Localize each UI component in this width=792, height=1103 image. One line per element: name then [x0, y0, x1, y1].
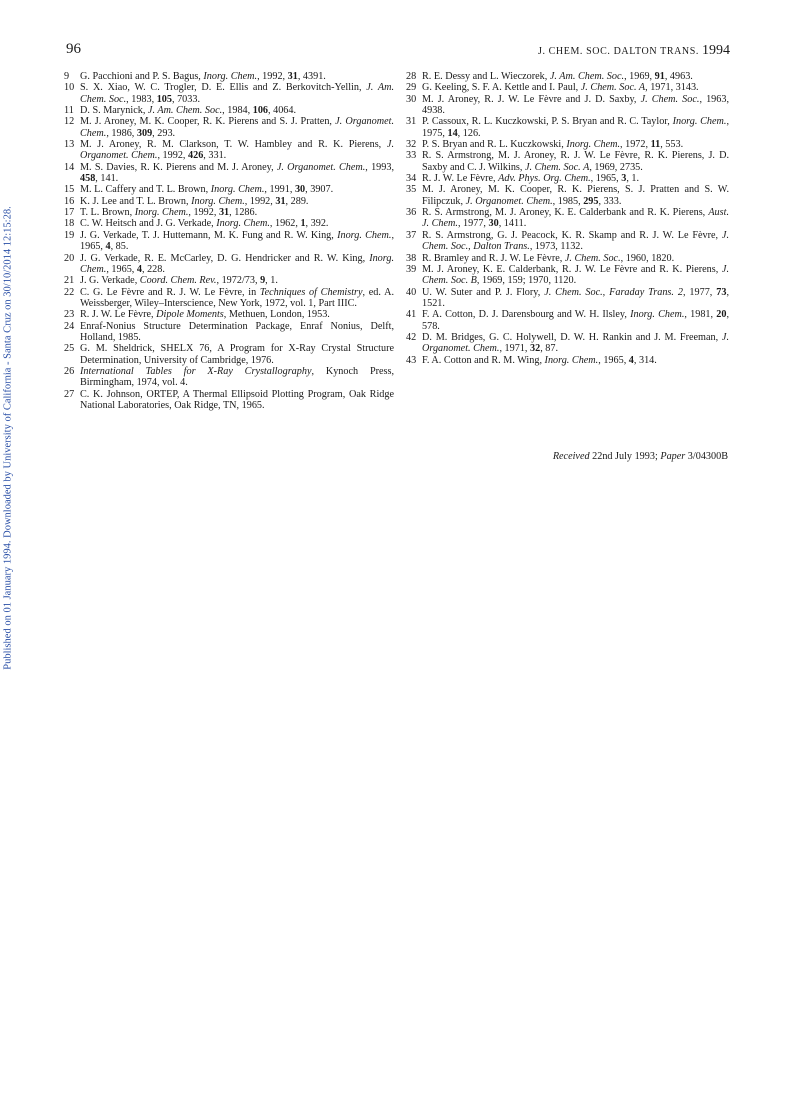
- reference-item: [64, 105, 394, 116]
- reference-item: [406, 309, 729, 332]
- reference-number: 38: [406, 252, 417, 264]
- reference-text: J. G. Verkade, T. J. Huttemann, M. K. Fung and R. W. King, Inorg. Chem., 1965, 4, 85.: [80, 229, 394, 253]
- reference-item: [64, 253, 394, 276]
- reference-item: [64, 275, 394, 286]
- reference-item: [64, 139, 394, 162]
- reference-number: 22: [64, 286, 75, 298]
- reference-item: [406, 71, 729, 82]
- reference-text: F. A. Cotton and R. M. Wing, Inorg. Chem., 1965, 4, 314.: [422, 354, 657, 366]
- reference-text: G. Pacchioni and P. S. Bagus, Inorg. Chem., 1992, 31, 4391.: [80, 71, 326, 82]
- reference-number: 36: [406, 207, 417, 219]
- watermark-text: Published on 01 January 1994. Downloaded by University of California - Santa Cruz on 30/10/2014 12:15:28.: [2, 206, 14, 670]
- reference-text: M. J. Aroney, M. K. Cooper, R. K. Pierens, S. J. Pratten and S. W. Filipczuk, J. Organomet. Chem., 1985, 295, 333.: [422, 184, 729, 207]
- reference-text: R. J. W. Le Fèvre, Dipole Moments, Methuen, London, 1953.: [80, 309, 330, 321]
- reference-number: 23: [64, 309, 75, 321]
- reference-item: [64, 366, 394, 389]
- reference-number: 29: [406, 82, 417, 94]
- reference-number: 17: [64, 207, 75, 219]
- running-header: [538, 43, 730, 59]
- paper-label: Paper: [660, 451, 686, 462]
- reference-item: [406, 355, 729, 366]
- reference-number: 13: [64, 139, 75, 151]
- reference-number: 33: [406, 150, 417, 162]
- reference-item: [64, 321, 394, 344]
- reference-text: R. Bramley and R. J. W. Le Fèvre, J. Chem. Soc., 1960, 1820.: [422, 252, 675, 264]
- reference-item: [406, 184, 729, 207]
- reference-text: Enraf-Nonius Structure Determination Package, Enraf Nonius, Delft, Holland, 1985.: [80, 320, 394, 343]
- reference-item: [64, 230, 394, 253]
- reference-number: 31: [406, 116, 417, 128]
- reference-item: [406, 287, 729, 310]
- reference-text: M. J. Aroney, M. K. Cooper, R. K. Pierens and S. J. Pratten, J. Organomet. Chem., 1986, 309, 293.: [80, 116, 394, 139]
- reference-number: 15: [64, 184, 75, 196]
- reference-item: [64, 71, 394, 82]
- reference-text: C. W. Heitsch and J. G. Verkade, Inorg. Chem., 1962, 1, 392.: [80, 218, 329, 230]
- journal-name: J. CHEM. SOC. DALTON TRANS.: [537, 46, 699, 57]
- reference-item: [64, 309, 394, 320]
- reference-text: U. W. Suter and P. J. Flory, J. Chem. Soc., Faraday Trans. 2, 1977, 73, 1521.: [422, 286, 730, 309]
- reference-number: 18: [64, 218, 75, 230]
- reference-item: [64, 162, 394, 185]
- journal-year: 1994: [702, 43, 730, 58]
- reference-number: 12: [64, 116, 75, 128]
- reference-number: 25: [64, 343, 75, 355]
- reference-item: [406, 82, 729, 93]
- reference-item: [406, 139, 729, 150]
- reference-number: 35: [406, 184, 417, 196]
- reference-number: 28: [406, 71, 417, 82]
- reference-number: 30: [406, 93, 417, 105]
- reference-text: M. L. Caffery and T. L. Brown, Inorg. Chem., 1991, 30, 3907.: [80, 184, 334, 196]
- reference-text: C. G. Le Fèvre and R. J. W. Le Fèvre, in Techniques of Chemistry, ed. A. Weissberger, Wiley–Interscience, New York, 1972, vol. 1, Part IIIC.: [80, 286, 394, 309]
- reference-number: 11: [64, 105, 74, 117]
- reference-number: 37: [406, 229, 417, 241]
- reference-number: 34: [406, 173, 417, 185]
- reference-text: P. Cassoux, R. L. Kuczkowski, P. S. Bryan and R. C. Taylor, Inorg. Chem., 1975, 14, 126.: [422, 116, 729, 139]
- reference-text: R. E. Dessy and L. Wieczorek, J. Am. Chem. Soc., 1969, 91, 4963.: [422, 71, 693, 82]
- reference-text: F. A. Cotton, D. J. Darensbourg and W. H. Ilsley, Inorg. Chem., 1981, 20, 578.: [422, 309, 730, 332]
- reference-item: [64, 184, 394, 195]
- reference-text: P. S. Bryan and R. L. Kuczkowski, Inorg. Chem., 1972, 11, 553.: [422, 139, 684, 151]
- reference-item: [406, 150, 729, 173]
- reference-text: D. S. Marynick, J. Am. Chem. Soc., 1984, 106, 4064.: [80, 105, 297, 117]
- reference-text: M. S. Davies, R. K. Pierens and M. J. Aroney, J. Organomet. Chem., 1993, 458, 141.: [80, 161, 394, 185]
- reference-number: 40: [406, 286, 417, 298]
- reference-text: M. J. Aroney, K. E. Calderbank, R. J. W. Le Fèvre and R. K. Pierens, J. Chem. Soc. B, 1969, 159; 1970, 1120.: [422, 263, 729, 287]
- reference-item: [406, 264, 729, 287]
- reference-item: [406, 230, 729, 253]
- reference-item: [64, 207, 394, 218]
- reference-number: 9: [64, 71, 70, 82]
- reference-item: [64, 389, 394, 412]
- reference-number: 14: [64, 161, 75, 173]
- reference-number: 27: [64, 388, 75, 400]
- reference-text: G. M. Sheldrick, SHELX 76, A Program for X-Ray Crystal Structure Determination, University of Cambridge, 1976.: [80, 343, 394, 366]
- reference-item: [64, 218, 394, 229]
- reference-text: J. G. Verkade, Coord. Chem. Rev., 1972/73, 9, 1.: [80, 275, 278, 287]
- reference-number: 21: [64, 275, 75, 287]
- reference-text: J. G. Verkade, R. E. McCarley, D. G. Hendricker and R. W. King, Inorg. Chem., 1965, 4, 228.: [80, 252, 394, 275]
- reference-number: 16: [64, 195, 75, 207]
- reference-number: 32: [406, 139, 417, 151]
- download-watermark: [2, 193, 14, 683]
- reference-text: K. J. Lee and T. L. Brown, Inorg. Chem., 1992, 31, 289.: [80, 195, 309, 207]
- reference-text: M. J. Aroney, R. M. Clarkson, T. W. Hambley and R. K. Pierens, J. Organomet. Chem., 1992, 426, 331.: [80, 139, 394, 162]
- reference-number: 26: [64, 365, 75, 377]
- reference-number: 20: [64, 252, 75, 264]
- reference-item: [406, 173, 729, 184]
- reference-item: [406, 94, 729, 117]
- references-left-column: [64, 71, 394, 411]
- reference-number: 42: [406, 331, 417, 343]
- reference-number: 41: [406, 309, 417, 321]
- reference-number: 19: [64, 229, 75, 241]
- reference-number: 24: [64, 320, 75, 332]
- reference-text: M. J. Aroney, R. J. W. Le Fèvre and J. D. Saxby, J. Chem. Soc., 1963, 4938.: [422, 93, 730, 117]
- reference-item: [64, 287, 394, 310]
- reference-text: T. L. Brown, Inorg. Chem., 1992, 31, 1286.: [80, 207, 258, 219]
- page-number: 96: [66, 41, 81, 57]
- reference-text: R. S. Armstrong, M. J. Aroney, K. E. Calderbank and R. K. Pierens, Aust. J. Chem., 1977, 30, 1411.: [422, 207, 729, 230]
- reference-item: [406, 253, 729, 264]
- reference-text: R. J. W. Le Fèvre, Adv. Phys. Org. Chem., 1965, 3, 1.: [422, 173, 640, 185]
- reference-item: [406, 116, 729, 139]
- reference-item: [64, 343, 394, 366]
- reference-item: [406, 332, 729, 355]
- reference-text: C. K. Johnson, ORTEP, A Thermal Ellipsoid Plotting Program, Oak Ridge National Laboratories, Oak Ridge, TN, 1965.: [80, 388, 394, 411]
- reference-item: [64, 196, 394, 207]
- reference-text: G. Keeling, S. F. A. Kettle and I. Paul, J. Chem. Soc. A, 1971, 3143.: [422, 82, 699, 94]
- received-label: Received: [552, 451, 590, 462]
- reference-number: 39: [406, 263, 417, 275]
- reference-number: 10: [64, 82, 75, 94]
- reference-text: R. S. Armstrong, M. J. Aroney, R. J. W. Le Fèvre, R. K. Pierens, J. D. Saxby and C. J. Wilkins, J. Chem. Soc. A, 1969, 2735.: [422, 150, 729, 173]
- paper-number: 3/04300B: [687, 451, 728, 462]
- reference-text: R. S. Armstrong, G. J. Peacock, K. R. Skamp and R. J. W. Le Fèvre, J. Chem. Soc., Dalton Trans., 1973, 1132.: [422, 229, 729, 253]
- received-date: 22nd July 1993;: [592, 451, 658, 462]
- reference-item: [64, 82, 394, 105]
- reference-text: S. X. Xiao, W. C. Trogler, D. E. Ellis and Z. Berkovitch-Yellin, J. Am. Chem. Soc., 1983, 105, 7033.: [80, 82, 394, 105]
- reference-number: 43: [406, 354, 417, 366]
- received-line: [553, 451, 728, 462]
- reference-text: D. M. Bridges, G. C. Holywell, D. W. H. Rankin and J. M. Freeman, J. Organomet. Chem., 1971, 32, 87.: [422, 331, 729, 355]
- reference-text: International Tables for X-Ray Crystallography, Kynoch Press, Birmingham, 1974, vol. 4.: [80, 365, 394, 389]
- references-right-column: [406, 71, 729, 366]
- reference-item: [406, 207, 729, 230]
- reference-item: [64, 116, 394, 139]
